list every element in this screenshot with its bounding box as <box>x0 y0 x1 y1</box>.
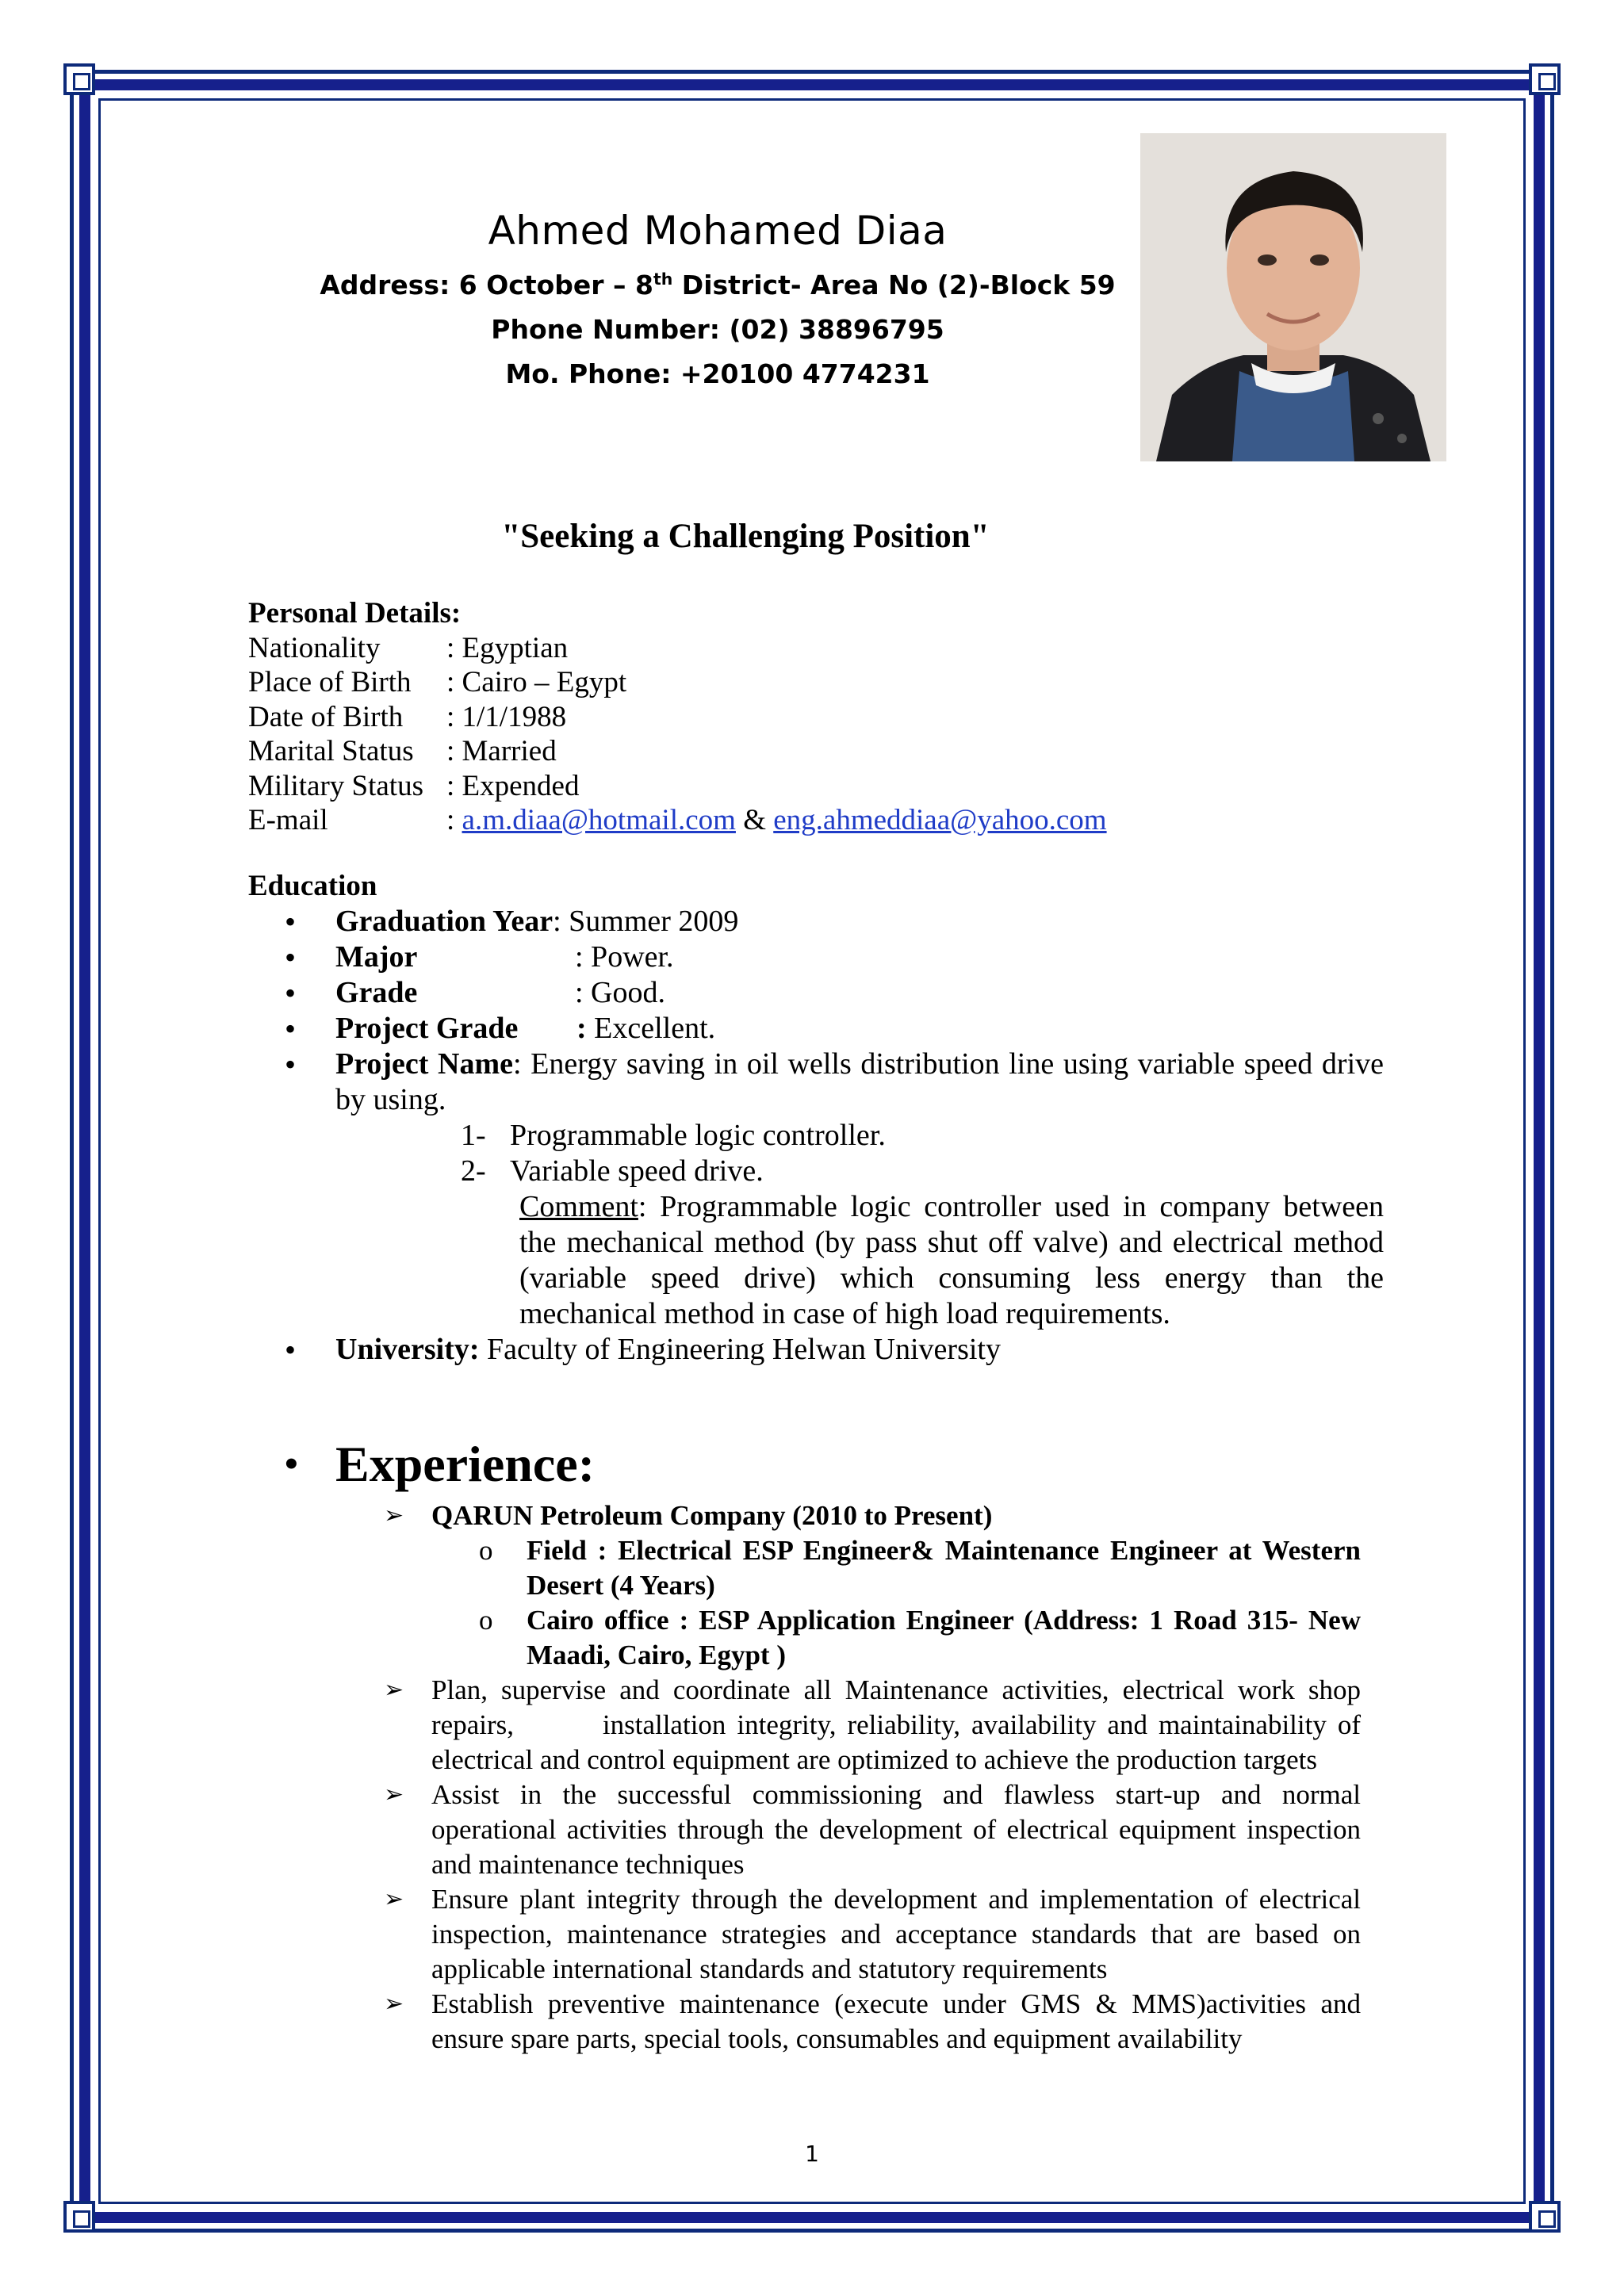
section-heading-experience: • Experience: <box>282 1435 595 1494</box>
list-item: • Grade : Good. <box>282 975 1384 1011</box>
address-line: Address: 6 October – 8th District- Area No (2)-Block 59 <box>320 270 1116 300</box>
email-link-hotmail[interactable]: a.m.diaa@hotmail.com <box>462 804 736 836</box>
mobile-phone: Mo. Phone: +20100 4774231 <box>505 358 930 389</box>
role-item: o Field : Electrical ESP Engineer& Maintenance Engineer at Western Desert (4 Years) <box>479 1535 1361 1601</box>
email-link-yahoo[interactable]: eng.ahmeddiaa@yahoo.com <box>773 804 1107 836</box>
experience-list <box>384 1498 1368 2057</box>
duty-item: ➢ Establish preventive maintenance (execute under GMS & MMS)activities and ensure spare parts, special tools, consumables and equipment availability <box>384 1987 1361 2057</box>
section-heading-education: Education <box>248 870 377 902</box>
section-heading-personal: Personal Details: <box>248 597 462 629</box>
role-item: o Cairo office : ESP Application Engineer (Address: 1 Road 315- New Maadi, Cairo, Egypt ) <box>479 1605 1361 1670</box>
portrait-illustration <box>1140 133 1446 461</box>
list-item: • Graduation Year: Summer 2009 <box>282 904 1384 939</box>
company-item: ➢ QARUN Petroleum Company (2010 to Present) <box>384 1498 1361 1533</box>
tool-item: 1- Programmable logic controller. <box>461 1119 886 1152</box>
objective-title: "Seeking a Challenging Position" <box>501 518 990 555</box>
personal-details <box>248 596 1107 838</box>
profile-photo <box>1140 133 1446 461</box>
border-corner <box>63 2201 95 2233</box>
personal-row: Place of Birth : Cairo – Egypt <box>248 666 627 698</box>
email-row: E-mail : a.m.diaa@hotmail.com & eng.ahmeddiaa@yahoo.com <box>248 804 1107 836</box>
education-list <box>282 904 1384 1368</box>
list-item: • Major : Power. <box>282 939 1384 975</box>
list-item: • Project Name: Energy saving in oil wells distribution line using variable speed drive by using. <box>282 1047 1384 1118</box>
personal-row: Marital Status : Married <box>248 735 557 767</box>
list-item: • University: Faculty of Engineering Helwan University <box>282 1332 1384 1368</box>
personal-row: Military Status : Expended <box>248 769 580 802</box>
border-corner <box>1529 63 1561 95</box>
duty-item: ➢ Ensure plant integrity through the development and implementation of electrical inspection, maintenance strategies and acceptance standards that are based on applicable international standards and statutory requirements <box>384 1882 1361 1987</box>
tool-item: 2- Variable speed drive. <box>461 1154 764 1188</box>
duty-item: ➢ Plan, supervise and coordinate all Maintenance activities, electrical work shop repairs, installation integrity, reliability, availability and maintainability of electrical and control equipment are optimized to achieve the production targets <box>384 1673 1361 1777</box>
personal-row: Date of Birth : 1/1/1988 <box>248 700 567 733</box>
list-item: • Project Grade : Excellent. <box>282 1011 1384 1047</box>
border-corner <box>1529 2201 1561 2233</box>
border-corner <box>63 63 95 95</box>
personal-row: Nationality : Egyptian <box>248 631 569 664</box>
phone-number: Phone Number: (02) 38896795 <box>491 314 944 345</box>
project-comment: Comment: Programmable logic controller used in company between the mechanical method (by pass shut off valve) and electrical method (variable speed drive) which consuming less energy than the mechanical method in case of high load requirements. <box>519 1190 1384 1330</box>
duty-item: ➢ Assist in the successful commissioning and flawless start-up and normal operational activities through the development of electrical equipment inspection and maintenance techniques <box>384 1777 1361 1882</box>
candidate-name: Ahmed Mohamed Diaa <box>488 208 948 254</box>
page-number: 1 <box>805 2141 819 2167</box>
